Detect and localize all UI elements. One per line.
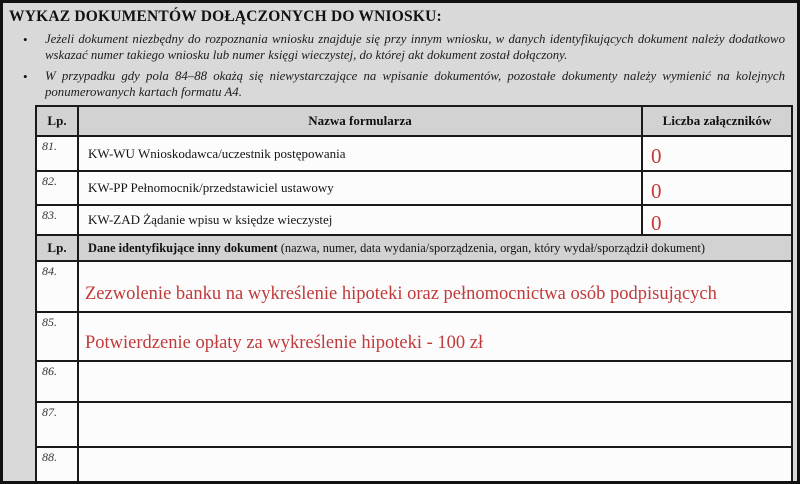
table-row-81 xyxy=(36,136,792,171)
row-number: 84. xyxy=(36,261,78,312)
row-number: 88. xyxy=(36,447,78,484)
other-document-field[interactable] xyxy=(78,402,792,447)
table-row-82 xyxy=(36,171,792,205)
subheader-description xyxy=(78,235,792,261)
form-name-label: KW-PP Pełnomocnik/przedstawiciel ustawowy xyxy=(78,171,642,205)
form-name-label: KW-ZAD Żądanie wpisu w księdze wieczystej xyxy=(78,205,642,235)
table-header-row xyxy=(36,106,792,136)
subheader-hint: (nazwa, numer, data wydania/sporządzenia, organ, który wydał/sporządził dokument) xyxy=(277,240,705,255)
bullet-icon: • xyxy=(23,32,28,47)
subheader-lp: Lp. xyxy=(36,235,78,261)
instruction-bullet-2 xyxy=(9,68,789,100)
row-number: 86. xyxy=(36,361,78,402)
row-number: 87. xyxy=(36,402,78,447)
table-row-83 xyxy=(36,205,792,235)
section-header-block xyxy=(3,3,797,100)
other-document-field[interactable]: Zezwolenie banku na wykreślenie hipoteki oraz pełnomocnictwa osób podpisujących xyxy=(78,261,792,312)
table-row-87 xyxy=(36,402,792,447)
attachment-count-field[interactable]: 0 xyxy=(642,136,792,171)
section-title: WYKAZ DOKUMENTÓW DOŁĄCZONYCH DO WNIOSKU: xyxy=(9,8,442,25)
col-header-attachment-count: Liczba załączników xyxy=(642,106,792,136)
col-header-lp: Lp. xyxy=(36,106,78,136)
instruction-bullet-1 xyxy=(9,31,789,63)
other-document-field[interactable] xyxy=(78,361,792,402)
bullet-icon: • xyxy=(23,69,28,84)
row-number: 81. xyxy=(36,136,78,171)
col-header-form-name: Nazwa formularza xyxy=(78,106,642,136)
row-number: 83. xyxy=(36,205,78,235)
table-row-86 xyxy=(36,361,792,402)
attachment-count-field[interactable]: 0 xyxy=(642,171,792,205)
table-subheader-row xyxy=(36,235,792,261)
row-number: 82. xyxy=(36,171,78,205)
instruction-text: Jeżeli dokument niezbędny do rozpoznania wniosku znajduje się przy innym wniosku, w danych identyfikujących dokument należy dodatkowo wskazać numer takiego wniosku lub numer księgi wieczystej, do której akt dokument został dołączony. xyxy=(45,32,785,62)
table-row-85 xyxy=(36,312,792,361)
table-row-84 xyxy=(36,261,792,312)
documents-table xyxy=(35,105,793,484)
attachment-count-field[interactable]: 0 xyxy=(642,205,792,235)
other-document-field[interactable] xyxy=(78,447,792,484)
table-row-88 xyxy=(36,447,792,484)
instruction-text: W przypadku gdy pola 84–88 okażą się niewystarczające na wpisanie dokumentów, pozostałe dokumenty należy wymienić na kolejnych ponumerowanych kartach formatu A4. xyxy=(45,69,785,99)
other-document-field[interactable]: Potwierdzenie opłaty za wykreślenie hipoteki - 100 zł xyxy=(78,312,792,361)
form-name-label: KW-WU Wnioskodawca/uczestnik postępowania xyxy=(78,136,642,171)
subheader-bold-label: Dane identyfikujące inny dokument xyxy=(88,240,278,255)
row-number: 85. xyxy=(36,312,78,361)
